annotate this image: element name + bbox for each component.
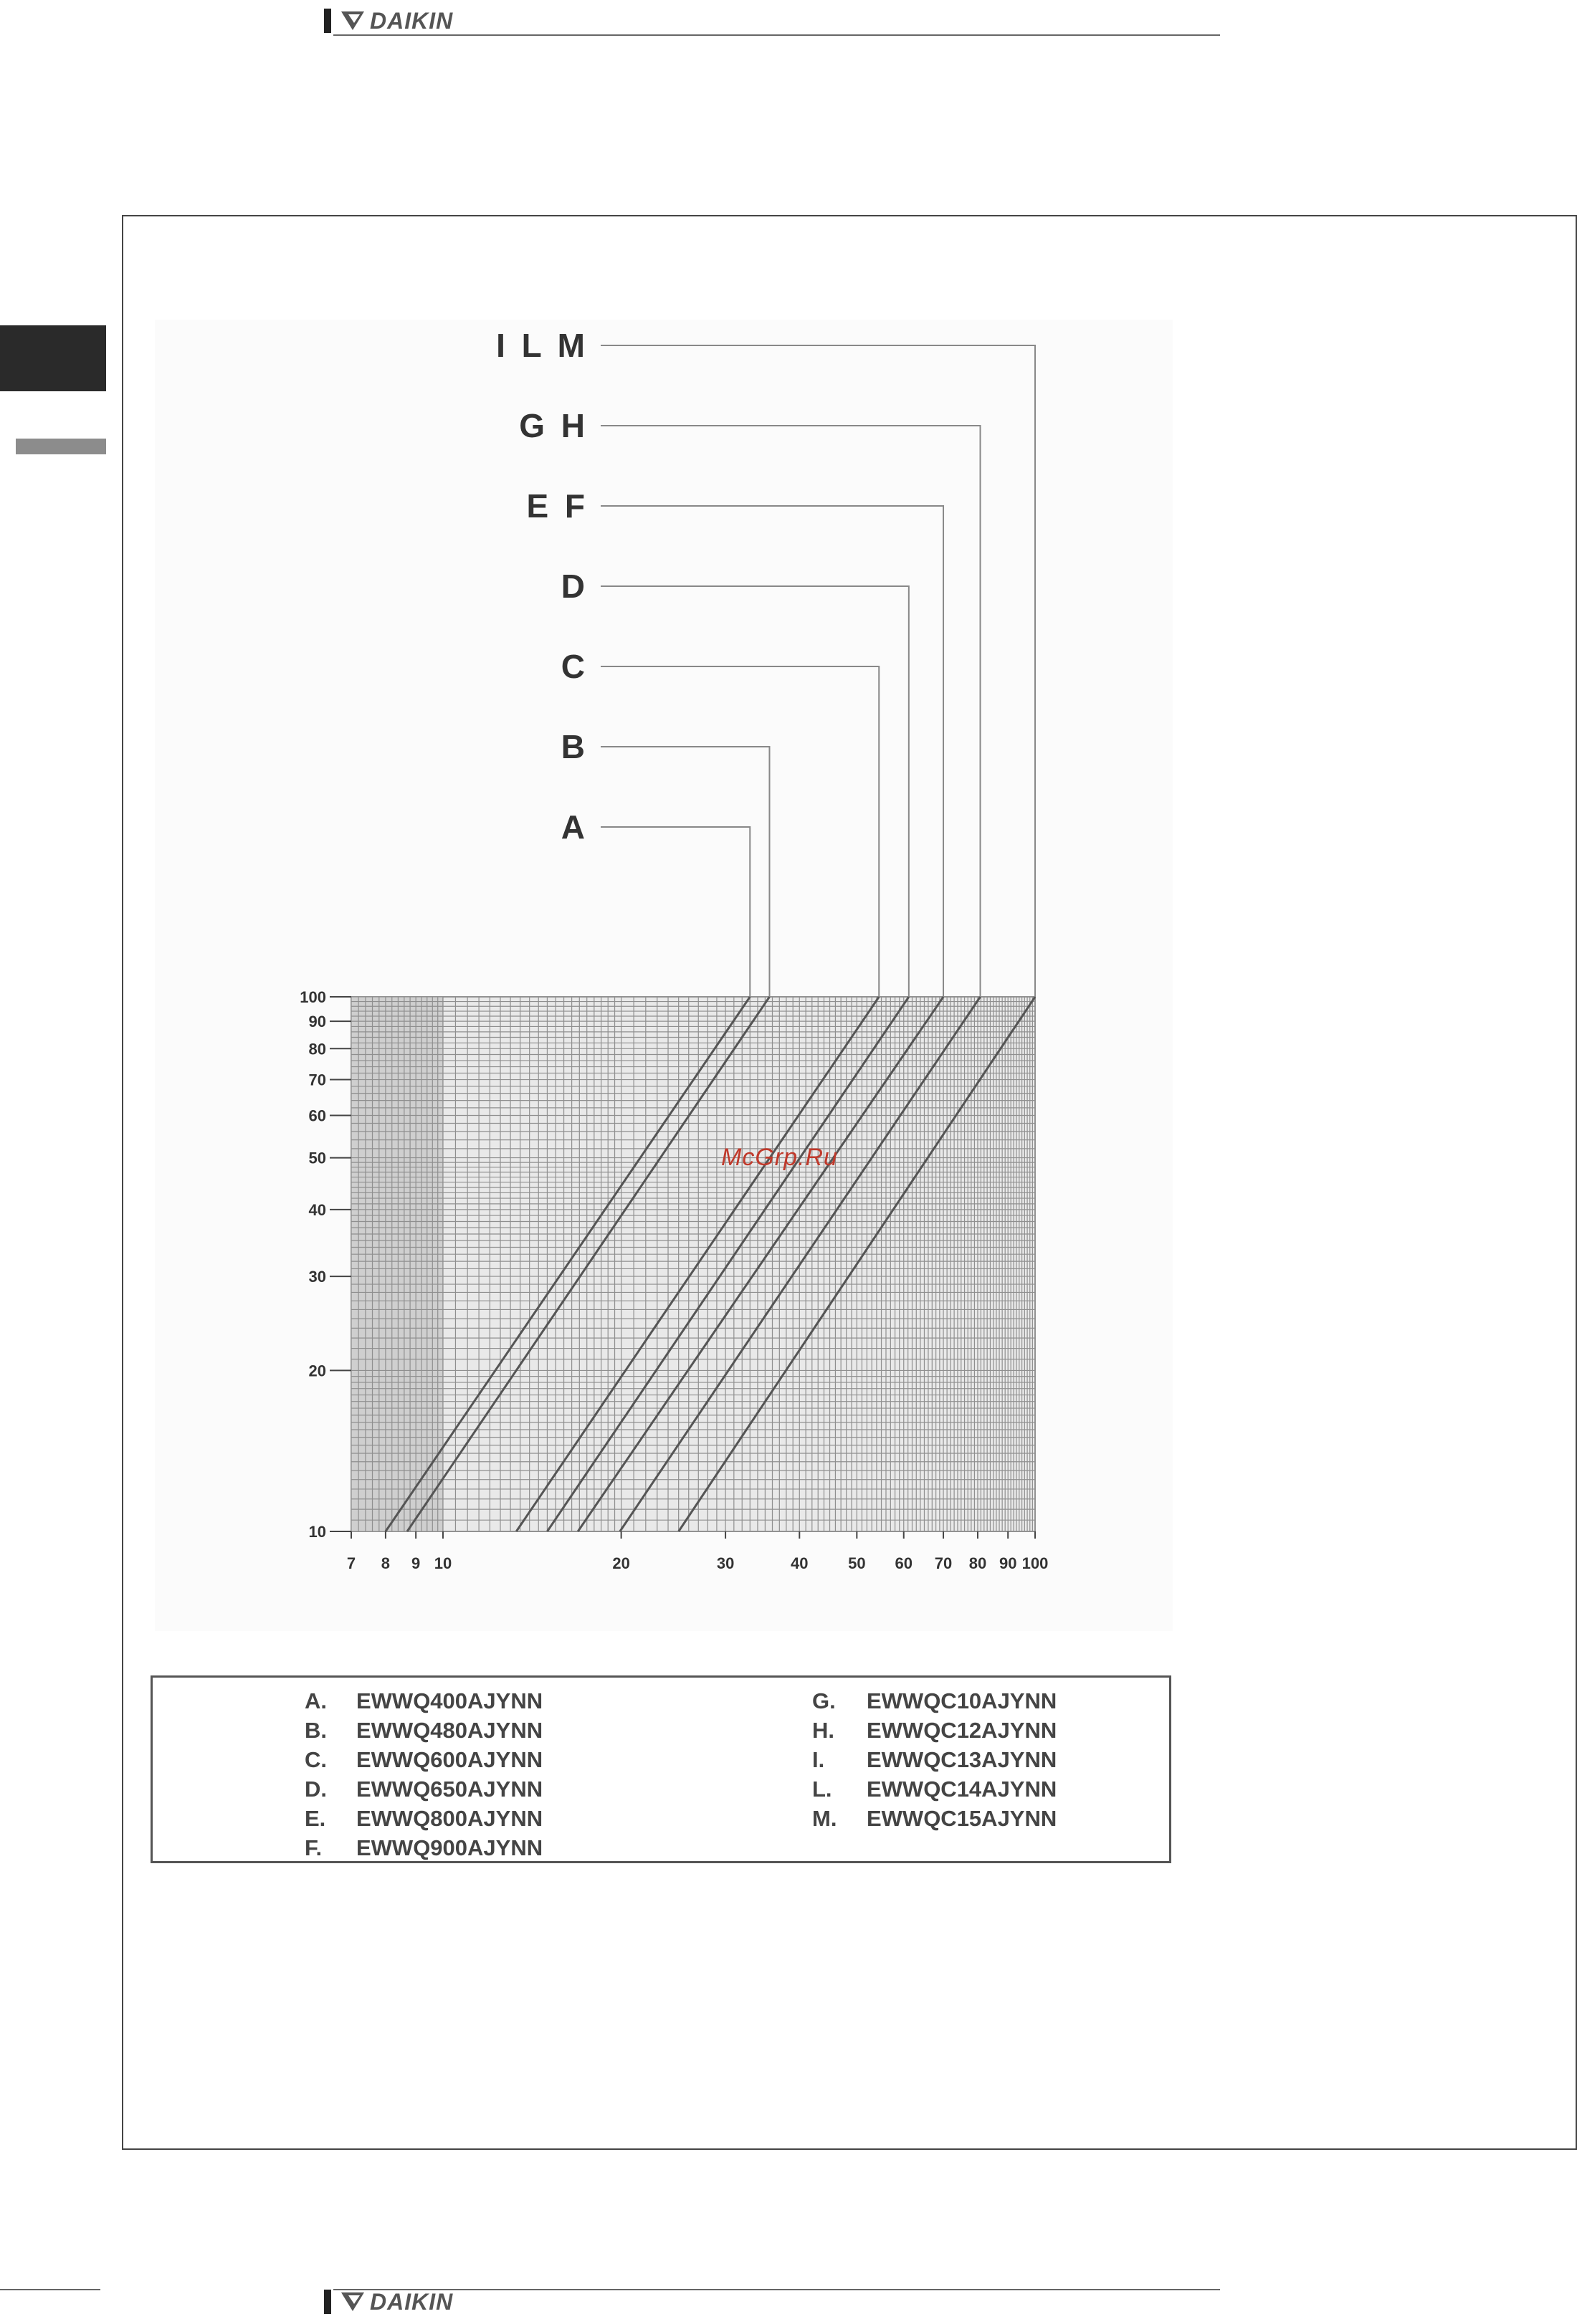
legend-key: L. xyxy=(812,1776,832,1802)
callout-leader-b xyxy=(601,747,769,997)
y-tick-label: 20 xyxy=(308,1362,326,1380)
legend-item xyxy=(812,1716,1057,1745)
legend-column-right xyxy=(812,1686,1057,1833)
legend-item xyxy=(305,1804,543,1833)
legend-key: A. xyxy=(305,1688,327,1713)
legend-key: C. xyxy=(305,1746,327,1772)
y-tick-label: 50 xyxy=(308,1149,326,1167)
x-tick-label: 7 xyxy=(346,1554,356,1572)
legend-model: EWWQ900AJYNN xyxy=(356,1835,543,1860)
callout-leader-h xyxy=(601,426,981,997)
y-tick-label: 10 xyxy=(308,1523,326,1541)
footer-rule xyxy=(333,2289,1220,2290)
watermark: McGrp.Ru xyxy=(721,1144,838,1171)
plot-shaded-band xyxy=(351,997,443,1531)
x-tick-label: 40 xyxy=(791,1554,809,1572)
x-tick-label: 9 xyxy=(411,1554,421,1572)
brand-name: DAIKIN xyxy=(370,2288,454,2315)
callout-leader-c xyxy=(601,666,879,997)
legend-item xyxy=(812,1686,1057,1716)
legend-item xyxy=(812,1745,1057,1774)
footer-rule-left xyxy=(0,2289,100,2290)
x-tick-label: 30 xyxy=(716,1554,735,1572)
x-tick-label: 20 xyxy=(612,1554,630,1572)
callouts xyxy=(601,345,1035,997)
callout-label-m: I L M xyxy=(496,327,585,364)
callout-label-b: B xyxy=(561,728,585,765)
legend-model: EWWQC14AJYNN xyxy=(867,1776,1057,1802)
brand-name: DAIKIN xyxy=(370,7,454,34)
x-tick-label: 100 xyxy=(1021,1554,1049,1572)
brand-bar xyxy=(324,2290,331,2314)
y-tick-label: 30 xyxy=(308,1268,326,1286)
legend-model: EWWQC13AJYNN xyxy=(867,1746,1057,1772)
x-tick-label: 70 xyxy=(934,1554,953,1572)
model-legend xyxy=(151,1675,1171,1863)
callout-label-h: G H xyxy=(519,407,585,444)
legend-model: EWWQC10AJYNN xyxy=(867,1688,1057,1713)
legend-key: E. xyxy=(305,1805,326,1831)
legend-model: EWWQ800AJYNN xyxy=(356,1805,543,1831)
x-tick-label: 50 xyxy=(848,1554,866,1572)
legend-model: EWWQ600AJYNN xyxy=(356,1746,543,1772)
callout-leader-f xyxy=(601,506,943,997)
legend-key: H. xyxy=(812,1717,834,1743)
legend-model: EWWQC12AJYNN xyxy=(867,1717,1057,1743)
y-tick-label: 100 xyxy=(300,988,326,1006)
callout-leader-d xyxy=(601,586,909,997)
legend-key: I. xyxy=(812,1746,825,1772)
y-tick-label: 90 xyxy=(308,1013,326,1031)
y-tick-label: 40 xyxy=(308,1200,326,1219)
legend-item xyxy=(305,1716,543,1745)
legend-item xyxy=(305,1774,543,1804)
daikin-logo-icon xyxy=(338,2291,367,2313)
callout-label-d: D xyxy=(561,568,585,605)
legend-item xyxy=(305,1686,543,1716)
y-tick-label: 60 xyxy=(308,1106,326,1125)
y-tick-label: 70 xyxy=(308,1071,326,1089)
x-tick-label: 80 xyxy=(968,1554,987,1572)
legend-model: EWWQ480AJYNN xyxy=(356,1717,543,1743)
legend-column-left xyxy=(305,1686,543,1862)
legend-item xyxy=(305,1745,543,1774)
legend-key: F. xyxy=(305,1835,323,1860)
x-tick-label: 10 xyxy=(434,1554,452,1572)
callout-label-f: E F xyxy=(526,487,585,525)
legend-model: EWWQC15AJYNN xyxy=(867,1805,1057,1831)
callout-label-c: C xyxy=(561,648,585,685)
x-tick-label: 8 xyxy=(381,1554,391,1572)
legend-key: B. xyxy=(305,1717,327,1743)
x-tick-label: 60 xyxy=(895,1554,913,1572)
legend-item xyxy=(812,1804,1057,1833)
legend-model: EWWQ650AJYNN xyxy=(356,1776,543,1802)
callout-leader-m xyxy=(601,345,1035,997)
y-tick-label: 80 xyxy=(308,1040,326,1058)
legend-item xyxy=(305,1833,543,1862)
footer-brand xyxy=(324,2290,453,2314)
legend-key: D. xyxy=(305,1776,327,1802)
legend-key: G. xyxy=(812,1688,836,1713)
legend-key: M. xyxy=(812,1805,837,1831)
callout-leader-a xyxy=(601,827,750,997)
legend-item xyxy=(812,1774,1057,1804)
legend-model: EWWQ400AJYNN xyxy=(356,1688,543,1713)
x-tick-label: 90 xyxy=(999,1554,1017,1572)
callout-label-a: A xyxy=(561,808,585,846)
